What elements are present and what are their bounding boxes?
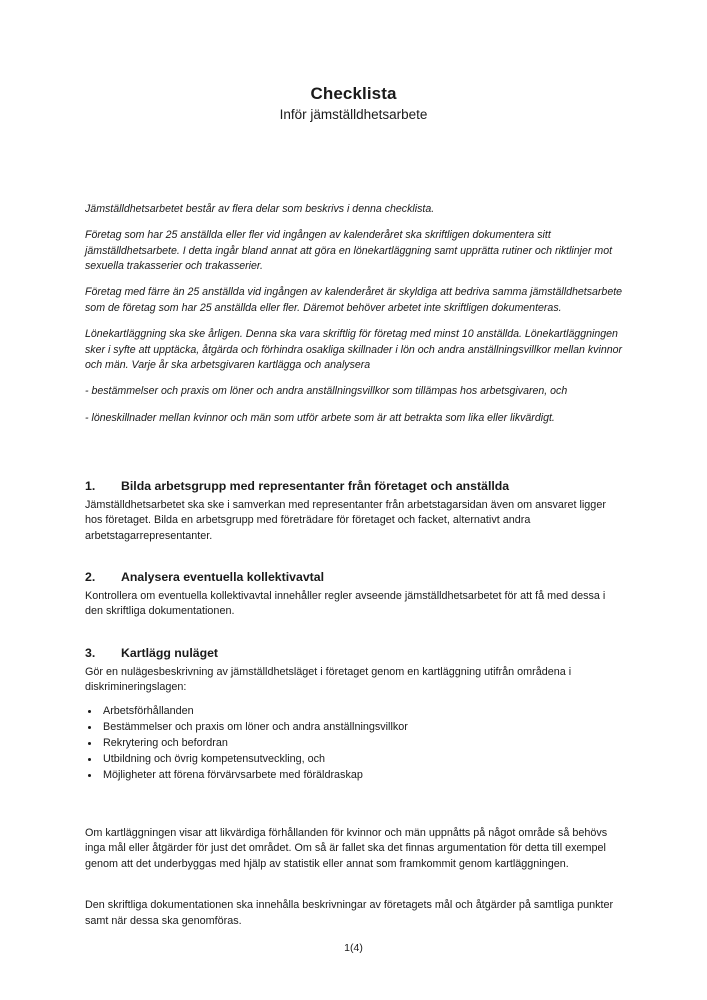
section-3-number: 3. <box>85 645 96 660</box>
intro-section <box>85 202 623 426</box>
dash-item-1: - bestämmelser och praxis om löner och andra anställningsvillkor som tillämpas hos arbetsgivaren, och <box>85 385 568 398</box>
spacer <box>85 437 623 479</box>
section-3-body: Gör en nulägesbeskrivning av jämställdhetsläget i företaget genom en kartläggning utifrån områdena i diskrimineringslagen: <box>85 665 572 693</box>
spacer <box>85 784 623 826</box>
document-body <box>85 202 623 943</box>
list-item: Rekrytering och befordran <box>85 736 623 752</box>
intro-paragraph-4: Lönekartläggning ska ske årligen. Denna ska vara skriftlig för företag med minst 10 anställda. Lönekartläggningen sker i syfte att upptäcka, åtgärda och förhindra osakliga skillnader i lön och andra anställningsvillkor mellan kvinnor och män. Varje år ska arbetsgivaren kartlägga och analysera <box>85 328 623 371</box>
closing-paragraph-2: Den skriftliga dokumentationen ska innehålla beskrivningar av företagets mål och åtgärder på samtliga punkter samt när dessa ska genomföras. <box>85 899 614 928</box>
spacer <box>85 620 623 646</box>
section-1 <box>85 479 623 544</box>
intro-paragraph-3: Företag med färre än 25 anställda vid ingången av kalenderåret är skyldiga att bedriva samma jämställdhetsarbete som de företag som har 25 anställda eller fler. Däremot behöver arbetet inte skriftligen dokumenteras. <box>85 286 623 314</box>
page-number: 1(4) <box>344 942 363 954</box>
section-2 <box>85 570 623 620</box>
spacer <box>85 544 623 570</box>
section-2-heading <box>85 570 623 586</box>
page-subtitle: Inför jämställdhetsarbete <box>279 106 428 122</box>
page-title: Checklista <box>310 84 397 103</box>
section-3 <box>85 646 623 784</box>
intro-dash-list <box>85 384 623 426</box>
section-1-number: 1. <box>85 478 96 493</box>
intro-paragraph-2: Företag som har 25 anställda eller fler vid ingången av kalenderåret ska skriftligen dokumentera sitt jämställdhetsarbete. I detta ingår bland annat att göra en lönekartläggning samt upprätta rutiner och riktlinjer mot sexuella trakasserier och trakasserier. <box>85 229 613 273</box>
section-2-number: 2. <box>85 569 96 584</box>
section-2-body: Kontrollera om eventuella kollektivavtal innehåller regler avseende jämställdhetsarbetet för att få med dessa i den skriftliga dokumentationen. <box>85 589 606 618</box>
closing-paragraph-1: Om kartläggningen visar att likvärdiga förhållanden för kvinnor och män uppnåtts på något område så behövs inga mål eller åtgärder för just det området. Om så är fallet ska det finnas argumentation för detta till exempel genom att det underbyggas med hjälp av statistik eller annat som framkommit genom kartläggningen. <box>85 826 608 870</box>
discrimination-areas-list <box>85 704 623 783</box>
list-item: Arbetsförhållanden <box>85 704 623 720</box>
page-footer <box>0 942 707 954</box>
section-3-heading <box>85 646 623 662</box>
list-item: Bestämmelser och praxis om löner och andra anställningsvillkor <box>85 720 623 736</box>
section-1-body: Jämställdhetsarbetet ska ske i samverkan med representanter från arbetstagarsidan även om ansvaret ligger hos företaget. Bilda en arbetsgrupp med företrädare för företaget och facket, alternativt andra arbetstagarrepresentanter. <box>85 498 606 542</box>
list-item: Utbildning och övrig kompetensutveckling, och <box>85 752 623 768</box>
document-header <box>0 84 707 123</box>
intro-paragraph-1: Jämställdhetsarbetet består av flera delar som beskrivs i denna checklista. <box>85 203 435 215</box>
list-item: Möjligheter att förena förvärvsarbete med föräldraskap <box>85 768 623 784</box>
section-1-heading <box>85 479 623 495</box>
spacer <box>85 885 623 898</box>
section-3-title: Kartlägg nuläget <box>121 645 219 660</box>
section-1-title: Bilda arbetsgrupp med representanter från företaget och anställda <box>121 478 510 493</box>
section-2-title: Analysera eventuella kollektivavtal <box>121 569 325 584</box>
closing-section <box>85 826 623 930</box>
dash-item-2: - löneskillnader mellan kvinnor och män som utför arbete som är att betrakta som lika eller likvärdigt. <box>85 411 555 424</box>
